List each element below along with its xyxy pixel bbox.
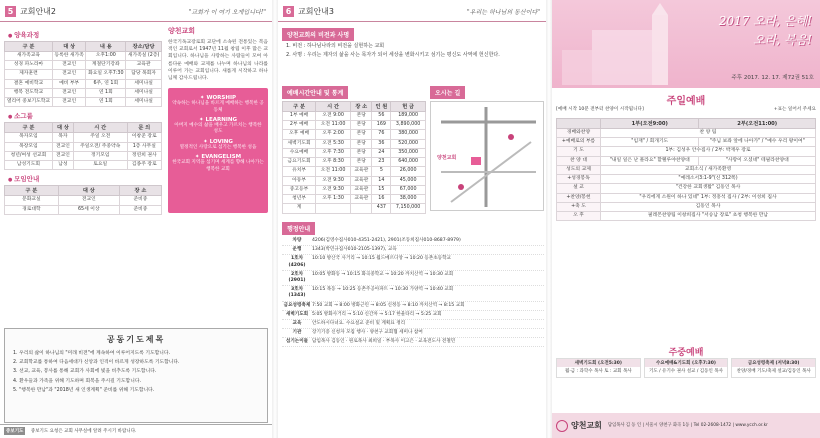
table-cell: 오전 11:00 bbox=[316, 121, 351, 130]
order-label: 기 도 bbox=[557, 147, 601, 156]
table-cell: 오후 예배 bbox=[283, 130, 316, 139]
cover-line-1: 2017 오라, 은혜! bbox=[718, 14, 812, 28]
table-cell: 결혼 예비학교 bbox=[5, 79, 53, 88]
weekday-cell bbox=[731, 358, 816, 378]
church-marker bbox=[471, 157, 481, 165]
order-cell: "내일 일은 난 몰라요" 할렐루야찬양대 bbox=[601, 156, 699, 165]
table-row bbox=[283, 167, 426, 176]
order-label: 설 교 bbox=[557, 184, 601, 193]
church-logo-icon bbox=[556, 420, 568, 432]
table-cell: 5 bbox=[372, 167, 391, 176]
table-cell: 36 bbox=[372, 139, 391, 148]
weekday-body: 찬양/경배 기도/축제 설교/김동인 목사 bbox=[736, 369, 811, 374]
church-footer bbox=[552, 413, 820, 438]
table-cell: 26,000 bbox=[391, 167, 426, 176]
admin-key: 섬기는이들 bbox=[285, 339, 309, 345]
issue-date: 주후 2017. 12. 17. 제72권 51호 bbox=[731, 75, 814, 81]
table-cell: 3,890,000 bbox=[391, 121, 426, 130]
table-row bbox=[283, 176, 426, 185]
table-cell: 오후 7:30 bbox=[316, 148, 351, 157]
table-cell: 본당 bbox=[351, 158, 372, 167]
admin-row bbox=[282, 271, 544, 286]
sunday-note-left: [예배 시작 10분 전부터 찬양이 시작됩니다] bbox=[556, 107, 644, 112]
table-header: 시 간 bbox=[73, 123, 127, 133]
weekday-head: 새벽기도회 (오전5:30) bbox=[557, 359, 640, 367]
admin-value: 10:05 방화동 → 10:15 화곡중학교 → 10:20 까치산역 → 10:30 교회 bbox=[312, 271, 454, 277]
page-motto: "교회가 이 여기 오게입니다!" bbox=[188, 9, 266, 16]
table-cell: 67,000 bbox=[391, 185, 426, 194]
table-cell: 오전 9:30 bbox=[316, 185, 351, 194]
table-row bbox=[283, 204, 426, 213]
table-row bbox=[5, 151, 162, 160]
table-header: 대 상 bbox=[58, 186, 119, 196]
table-cell: 연 1회 bbox=[86, 98, 126, 107]
table-cell: 전교인 bbox=[52, 98, 85, 107]
table-cell: 오후1:00 bbox=[86, 52, 126, 61]
yang-table bbox=[4, 41, 162, 107]
table-header: 장소/담당 bbox=[126, 42, 162, 52]
table-row bbox=[283, 121, 426, 130]
admin-row bbox=[282, 302, 544, 311]
table-cell: 본당 bbox=[351, 148, 372, 157]
table-row bbox=[5, 133, 162, 142]
admin-row bbox=[282, 311, 544, 320]
table-cell: 정연희 권사 bbox=[127, 151, 161, 160]
table-header: 헌 금 bbox=[391, 102, 426, 112]
table-cell: 담당 목회자 bbox=[126, 70, 162, 79]
page-title: 교회안내2 bbox=[20, 7, 57, 16]
admin-key: 교육 bbox=[292, 320, 302, 326]
table-cell: 교육관 bbox=[351, 167, 372, 176]
cover-title bbox=[719, 12, 812, 50]
admin-key: 새벽기도회 bbox=[285, 311, 309, 317]
worship-times-table bbox=[282, 101, 426, 214]
admin-key: 2호차 (2901) bbox=[288, 271, 306, 283]
admin-value: 1343(박민규집사010-2105-1397), 교육 bbox=[312, 247, 397, 253]
prayer-item: 3. 선교, 교육, 봉사를 통해 교회가 사회에 빛을 비추도록 기도합니다. bbox=[13, 369, 157, 375]
table-cell: 오전 5:30 bbox=[316, 139, 351, 148]
footer-text: 중보기도 요청은 교회 사무실에 알려 주시기 바랍니다. bbox=[30, 429, 137, 434]
admin-row bbox=[282, 286, 544, 301]
admin-key: 1호차 (4206) bbox=[288, 256, 306, 268]
vision-section bbox=[282, 28, 544, 60]
table-cell: 등록한 새가족 bbox=[52, 52, 85, 61]
sunday-note-right: +표는 일어서 주세요 bbox=[773, 107, 816, 112]
table-header: 구 분 bbox=[5, 186, 59, 196]
table-cell: 토요일 bbox=[73, 161, 127, 170]
order-cell: "우리에게 소원이 하나 있네" 1부: 정흥석 집사 / 2부: 이성희 집사 bbox=[601, 193, 816, 202]
table-cell: 금요기도회 bbox=[283, 158, 316, 167]
admin-value: 안도하시다녀요. 수요설교 준비 및 계획표 정리 bbox=[312, 320, 406, 326]
admin-row bbox=[282, 338, 544, 347]
table-cell: 교육관 bbox=[351, 185, 372, 194]
table-row bbox=[283, 148, 426, 157]
admin-list bbox=[282, 237, 544, 347]
table-row bbox=[5, 88, 162, 97]
order-row bbox=[557, 156, 816, 165]
time-bar: 예배시간안내 및 통계 bbox=[282, 86, 348, 99]
table-row bbox=[5, 70, 162, 79]
table-cell: 380,000 bbox=[391, 130, 426, 139]
table-cell: 189,000 bbox=[391, 112, 426, 121]
order-row bbox=[557, 175, 816, 184]
order-label: +찬양/봉헌 bbox=[557, 193, 601, 202]
prayer-item: 5. "행복한 만남"과 "2018년 새 인생계획" 준비를 위해 기도합니다. bbox=[13, 387, 155, 393]
order-cell: 찬 양 팀 bbox=[601, 129, 816, 138]
core-value-text: 열정적인 사랑으로 섬기는 행복한 성읍 bbox=[179, 144, 257, 150]
admin-key: 금요성령축제 bbox=[283, 302, 311, 308]
table-cell: 새벽기도회 bbox=[283, 139, 316, 148]
table-cell: 전교인 bbox=[52, 88, 85, 97]
table-cell: 경로대학 bbox=[5, 205, 59, 214]
worship-times-section bbox=[282, 86, 426, 214]
vision-title: 양천교회 bbox=[168, 27, 196, 35]
table-cell: 청년부 bbox=[283, 195, 316, 204]
page-number: 6 bbox=[283, 6, 294, 17]
table-header: 대 상 bbox=[52, 123, 73, 133]
order-cell: "주님 보좌 앞에 나아가" / "예수 우리 왕이여" bbox=[699, 138, 816, 147]
prayer-item: 2. 교회학교를 통하여 다음세대가 신앙과 인격이 바르게 성장하도록 기도합니다. bbox=[13, 360, 180, 366]
table-cell bbox=[351, 204, 372, 213]
table-cell: 전교인 bbox=[52, 142, 73, 151]
admin-key: 운행 bbox=[292, 247, 302, 253]
admin-key: 기관 bbox=[292, 330, 302, 336]
prayer-box bbox=[4, 328, 268, 423]
worship-order-table bbox=[556, 118, 816, 221]
admin-row bbox=[282, 255, 544, 270]
table-row bbox=[283, 185, 426, 194]
table-cell: 교육관 bbox=[351, 176, 372, 185]
map-bar: 오시는 길 bbox=[430, 86, 465, 99]
page-motto: "우리는 하나님의 동산이다" bbox=[466, 9, 540, 16]
table-row bbox=[283, 158, 426, 167]
footer-badge: 중보기도 bbox=[6, 429, 24, 434]
admin-row bbox=[282, 246, 544, 255]
table-cell: 성경 파노라마 bbox=[5, 61, 53, 70]
table-cell: 목장모임 bbox=[5, 142, 53, 151]
cover-banner bbox=[552, 0, 820, 88]
table-cell: 남성기도회 bbox=[5, 161, 53, 170]
weekday-worship-title: 주중예배 bbox=[668, 348, 704, 358]
table-cell: 전교인 bbox=[52, 151, 73, 160]
weekday-cell bbox=[644, 358, 729, 378]
order-label: 성도의 교제 bbox=[557, 165, 601, 174]
table-cell: 오후 2:00 bbox=[316, 130, 351, 139]
table-cell: 전교인 bbox=[58, 196, 119, 205]
table-cell: 교육관 bbox=[126, 61, 162, 70]
table-row bbox=[5, 161, 162, 170]
table-cell: 6주, 연 1회 bbox=[86, 79, 126, 88]
sunday-worship-title: 주일예배 bbox=[666, 96, 706, 107]
table-cell: 520,000 bbox=[391, 139, 426, 148]
table-cell: 14 bbox=[372, 176, 391, 185]
table-cell: 세미나실 bbox=[126, 79, 162, 88]
table-header: 구 분 bbox=[5, 42, 53, 52]
table-cell: 계 bbox=[283, 204, 316, 213]
admin-value: 5:05 방화사거리 → 5:10 신간차 → 5:17 한울타리 → 5:25 교회 bbox=[312, 311, 442, 317]
table-cell: 교육관 bbox=[351, 195, 372, 204]
order-cell: "건강한 교회생활" 김동인 목사 bbox=[601, 184, 816, 193]
page-header bbox=[0, 0, 272, 22]
order-row bbox=[557, 202, 816, 211]
table-header: 구 분 bbox=[283, 102, 316, 112]
page-church-info-2 bbox=[0, 0, 272, 438]
table-cell: 640,000 bbox=[391, 158, 426, 167]
admin-row bbox=[282, 329, 544, 338]
core-value-title: ✦ WORSHIP bbox=[199, 95, 237, 102]
table-cell: 350,000 bbox=[391, 148, 426, 157]
table-cell: 중고등부 bbox=[283, 185, 316, 194]
prayer-item: 1. 우리의 삶이 하나님의 "미래 비전"에 계속하여 이루어지도록 기도합니다. bbox=[13, 351, 171, 356]
table-header: 문 의 bbox=[127, 123, 161, 133]
vision-line: 1. 비전 : 하나님나라의 비전을 실현하는 교회 bbox=[286, 43, 385, 49]
table-header: 내 용 bbox=[86, 42, 126, 52]
cover-line-2: 오라, 복음! bbox=[753, 33, 812, 48]
weekday-head: 수요예배&기도회 (오후7:30) bbox=[645, 359, 728, 367]
table-cell: 23 bbox=[372, 158, 391, 167]
table-cell: 437 bbox=[372, 204, 391, 213]
page-church-info-3 bbox=[278, 0, 546, 438]
section-heading: ● 양육과정 bbox=[8, 30, 162, 39]
table-cell: 새가족실 (2층) bbox=[126, 52, 162, 61]
admin-section bbox=[282, 222, 544, 347]
order-row bbox=[557, 147, 816, 156]
map-section bbox=[430, 86, 544, 211]
order-row bbox=[557, 184, 816, 193]
table-cell: 청년/여성 선교회 bbox=[5, 151, 53, 160]
table-cell: 새가족교육 bbox=[5, 52, 53, 61]
table-cell: 오전 9:00 bbox=[316, 112, 351, 121]
admin-value: 7:50 교회 → 8:00 방화근린 → 8:05 신정동 → 8:10 까치산역 → 8:15 교회 bbox=[312, 302, 465, 308]
map-church-label: 양천교회 bbox=[437, 155, 457, 161]
table-cell: 연 1회 bbox=[86, 88, 126, 97]
order-cell: 필레몬찬양팀 이창희집사 "서승남 장로" 초청 행복한 만남 bbox=[601, 212, 816, 221]
core-value-title: ✦ LEARNING bbox=[198, 116, 238, 123]
core-values-box bbox=[168, 88, 268, 213]
order-row bbox=[557, 138, 816, 147]
order-row bbox=[557, 129, 816, 138]
table-cell: 주일 오전 bbox=[73, 133, 127, 142]
right-column bbox=[168, 26, 268, 213]
church-name: 양천교회 bbox=[571, 421, 602, 430]
left-column bbox=[4, 26, 162, 215]
admin-bar: 행정안내 bbox=[282, 222, 315, 235]
table-cell: 38,000 bbox=[391, 195, 426, 204]
order-col-blank bbox=[557, 119, 601, 129]
order-cell: 김동인 목사 bbox=[601, 202, 816, 211]
weekday-head: 금요성령축제 (저녁8:30) bbox=[732, 359, 815, 367]
table-cell: 열리어 중보기도학교 bbox=[5, 98, 53, 107]
table-row bbox=[283, 112, 426, 121]
page-header bbox=[278, 0, 546, 22]
table-header: 장 소 bbox=[351, 102, 372, 112]
table-cell: 76 bbox=[372, 130, 391, 139]
table-row bbox=[5, 196, 162, 205]
prayer-list bbox=[5, 350, 267, 394]
vision-line: 2. 사명 : 우리는 제자의 삶을 사는 목자가 되어 세상을 변화시키고 섬기는 평신도 사역에 헌신한다. bbox=[286, 52, 500, 58]
order-row bbox=[557, 193, 816, 202]
table-header: 시 간 bbox=[316, 102, 351, 112]
prayer-item: 4. 환우들과 가족을 위해 기도하며 회복을 주시길 기도합니다. bbox=[13, 378, 141, 384]
table-cell bbox=[316, 204, 351, 213]
meeting-table bbox=[4, 185, 162, 214]
table-row bbox=[5, 98, 162, 107]
table-cell: 오전 9:30 bbox=[316, 176, 351, 185]
table-cell: 본당 bbox=[351, 112, 372, 121]
order-col-2: 2부(오전11:00) bbox=[699, 119, 816, 129]
table-cell: 15 bbox=[372, 185, 391, 194]
table-row bbox=[5, 52, 162, 61]
church-info: 담임목사 김 동 인 | 서울시 양천구 화곡 1동 | Tel 02-2608-1472 | www.ycch.or.kr bbox=[607, 422, 768, 428]
order-label: 경배와찬양 bbox=[557, 129, 601, 138]
table-cell: 제자훈련 bbox=[5, 70, 53, 79]
vision-text: 한국기독교장로회 교단에 소속된 전통있는 복음적인 교회로서 1947년 11월 창립 이후 많은 교회입니다. 하나님을 사랑하는 사람들이 모여 아름다운 예배와 교제를 나누며 하나님의 나라를 이루어 가는 교회입니다. 새롭게 시작하고 하나님께 감사드립니다. bbox=[168, 40, 268, 81]
table-cell: 7,150,000 bbox=[391, 204, 426, 213]
order-cell: 1부: 김성우 안수집사 / 2부: 박재우 장로 bbox=[601, 147, 816, 156]
order-cell: "사랑이 오셨네" 테필라찬양대 bbox=[699, 156, 816, 165]
section-heading: ● 모임안내 bbox=[8, 174, 162, 183]
order-row bbox=[557, 212, 816, 221]
table-cell: 오후 8:30 bbox=[316, 158, 351, 167]
admin-key: 차량 bbox=[292, 238, 302, 243]
table-cell: 1부 예배 bbox=[283, 112, 316, 121]
table-cell: 유치부 bbox=[283, 167, 316, 176]
table-row bbox=[283, 130, 426, 139]
order-label: +예배로의 부름 bbox=[557, 138, 601, 147]
order-col-1: 1부(오전9:00) bbox=[601, 119, 699, 129]
table-cell: 2부 예배 bbox=[283, 121, 316, 130]
table-cell: 1층 사무실 bbox=[127, 142, 161, 151]
admin-value: 10:10 방산국 사거리 → 10:15 월드메르디앙 → 10:20 등촌초등학교 bbox=[312, 256, 451, 262]
table-cell: 김종주 장로 bbox=[127, 161, 161, 170]
core-value-text: 한국교회 지역을 섬기며 세계를 향해 나아가는 행복한 교회 bbox=[172, 160, 264, 172]
admin-value: 4206(김영수집사010-4351-2421), 2901(조동희집사010-8687-8979) bbox=[312, 238, 461, 243]
table-cell: 45,000 bbox=[391, 176, 426, 185]
page-title: 교회안내3 bbox=[298, 7, 335, 16]
core-value-title: ✦ EVANGELISM bbox=[194, 154, 242, 161]
prayer-title: 공동기도제목 bbox=[106, 335, 166, 344]
table-cell: 전교인 bbox=[52, 61, 85, 70]
order-label: 오 후 bbox=[557, 212, 601, 221]
table-row bbox=[5, 142, 162, 151]
table-cell: 본당 bbox=[351, 130, 372, 139]
table-cell: 주일오전/ 주중약속 bbox=[73, 142, 127, 151]
sunday-note bbox=[556, 106, 816, 112]
table-row bbox=[283, 195, 426, 204]
order-cell: "임재" / 회개기도 bbox=[601, 138, 699, 147]
weekday-worship-grid bbox=[556, 358, 816, 378]
table-cell: 남성 bbox=[52, 161, 73, 170]
table-cell: 목자 bbox=[52, 133, 73, 142]
admin-row bbox=[282, 320, 544, 329]
table-cell: 오전 11:00 bbox=[316, 167, 351, 176]
order-label: 찬 양 대 bbox=[557, 156, 601, 165]
order-cell: "예레소서3:1-9"(신 312쪽) bbox=[601, 175, 816, 184]
admin-value: 장기기증 신청자 모집 행사 · 양천구 교회협 세미나 참여 bbox=[312, 330, 423, 336]
weekday-cell bbox=[556, 358, 641, 378]
vision-bar: 양천교회의 비전과 사명 bbox=[282, 28, 354, 41]
admin-row bbox=[282, 237, 544, 246]
section-heading: ● 소그룹 bbox=[8, 111, 162, 120]
table-row bbox=[5, 205, 162, 214]
table-cell: 목자모임 bbox=[5, 133, 53, 142]
table-cell: 문화교실 bbox=[5, 196, 59, 205]
table-cell: 정기모임 bbox=[73, 151, 127, 160]
core-value-title: ✦ LOVING bbox=[203, 138, 233, 145]
table-cell: 행복 전도학교 bbox=[5, 88, 53, 97]
table-cell: 세미나실 bbox=[126, 88, 162, 97]
table-header: 인 원 bbox=[372, 102, 391, 112]
table-cell: 65세 이상 bbox=[58, 205, 119, 214]
table-cell: 계절단기강좌 bbox=[86, 61, 126, 70]
table-cell: 24 bbox=[372, 148, 391, 157]
table-cell: 준비중 bbox=[119, 205, 161, 214]
table-cell: 본당 bbox=[351, 139, 372, 148]
weekday-body: 월·금 : 과학수 목사 토 : 교회 목사 bbox=[565, 369, 632, 374]
table-cell: 16 bbox=[372, 195, 391, 204]
admin-key: 3호차 (1343) bbox=[288, 287, 306, 299]
table-row bbox=[5, 79, 162, 88]
table-row bbox=[283, 139, 426, 148]
core-value-text: 약속하는 하나님을 바르게 예배하는 행복한 공동체 bbox=[172, 101, 264, 113]
small-group-table bbox=[4, 122, 162, 170]
page-number: 5 bbox=[5, 6, 16, 17]
table-cell: 예비 부부 bbox=[52, 79, 85, 88]
page-cover bbox=[552, 0, 820, 438]
admin-value: 10:15 목동 → 10:25 등촌주공아파트 → 10:30 가양역 → 10:40 교회 bbox=[312, 287, 454, 293]
table-header: 구 분 bbox=[5, 123, 53, 133]
admin-value: 담임목사 김동인 · 원로목사 최희일 · 부목사 이고은 · 교육전도사 전철민 bbox=[312, 339, 456, 345]
table-header: 장 소 bbox=[119, 186, 161, 196]
table-cell: 169 bbox=[372, 121, 391, 130]
table-cell: 전교인 bbox=[52, 70, 85, 79]
page-footer bbox=[0, 424, 272, 438]
table-cell: 세미나실 bbox=[126, 98, 162, 107]
weekday-body: 기도 / 유기수 권사 설교 / 김동인 목사 bbox=[649, 369, 723, 374]
table-cell: 수요예배 bbox=[283, 148, 316, 157]
order-cell: 교회소식 / 새가족환영 bbox=[601, 165, 816, 174]
table-cell: 오후 1:30 bbox=[316, 195, 351, 204]
order-row bbox=[557, 165, 816, 174]
table-header: 대 상 bbox=[52, 42, 85, 52]
table-cell: 이창준 장로 bbox=[127, 133, 161, 142]
core-value-text: 아버지 예수의 삶을 배우고 가르치는 행복한 성도 bbox=[174, 122, 262, 135]
order-label: +성경봉독 bbox=[557, 175, 601, 184]
table-row bbox=[5, 61, 162, 70]
table-cell: 56 bbox=[372, 112, 391, 121]
table-cell: 준비중 bbox=[119, 196, 161, 205]
table-cell: 본당 bbox=[351, 121, 372, 130]
directions-map bbox=[430, 101, 544, 211]
table-cell: 화요일 오후7:30 bbox=[86, 70, 126, 79]
table-cell: 아동부 bbox=[283, 176, 316, 185]
order-label: +축 도 bbox=[557, 202, 601, 211]
